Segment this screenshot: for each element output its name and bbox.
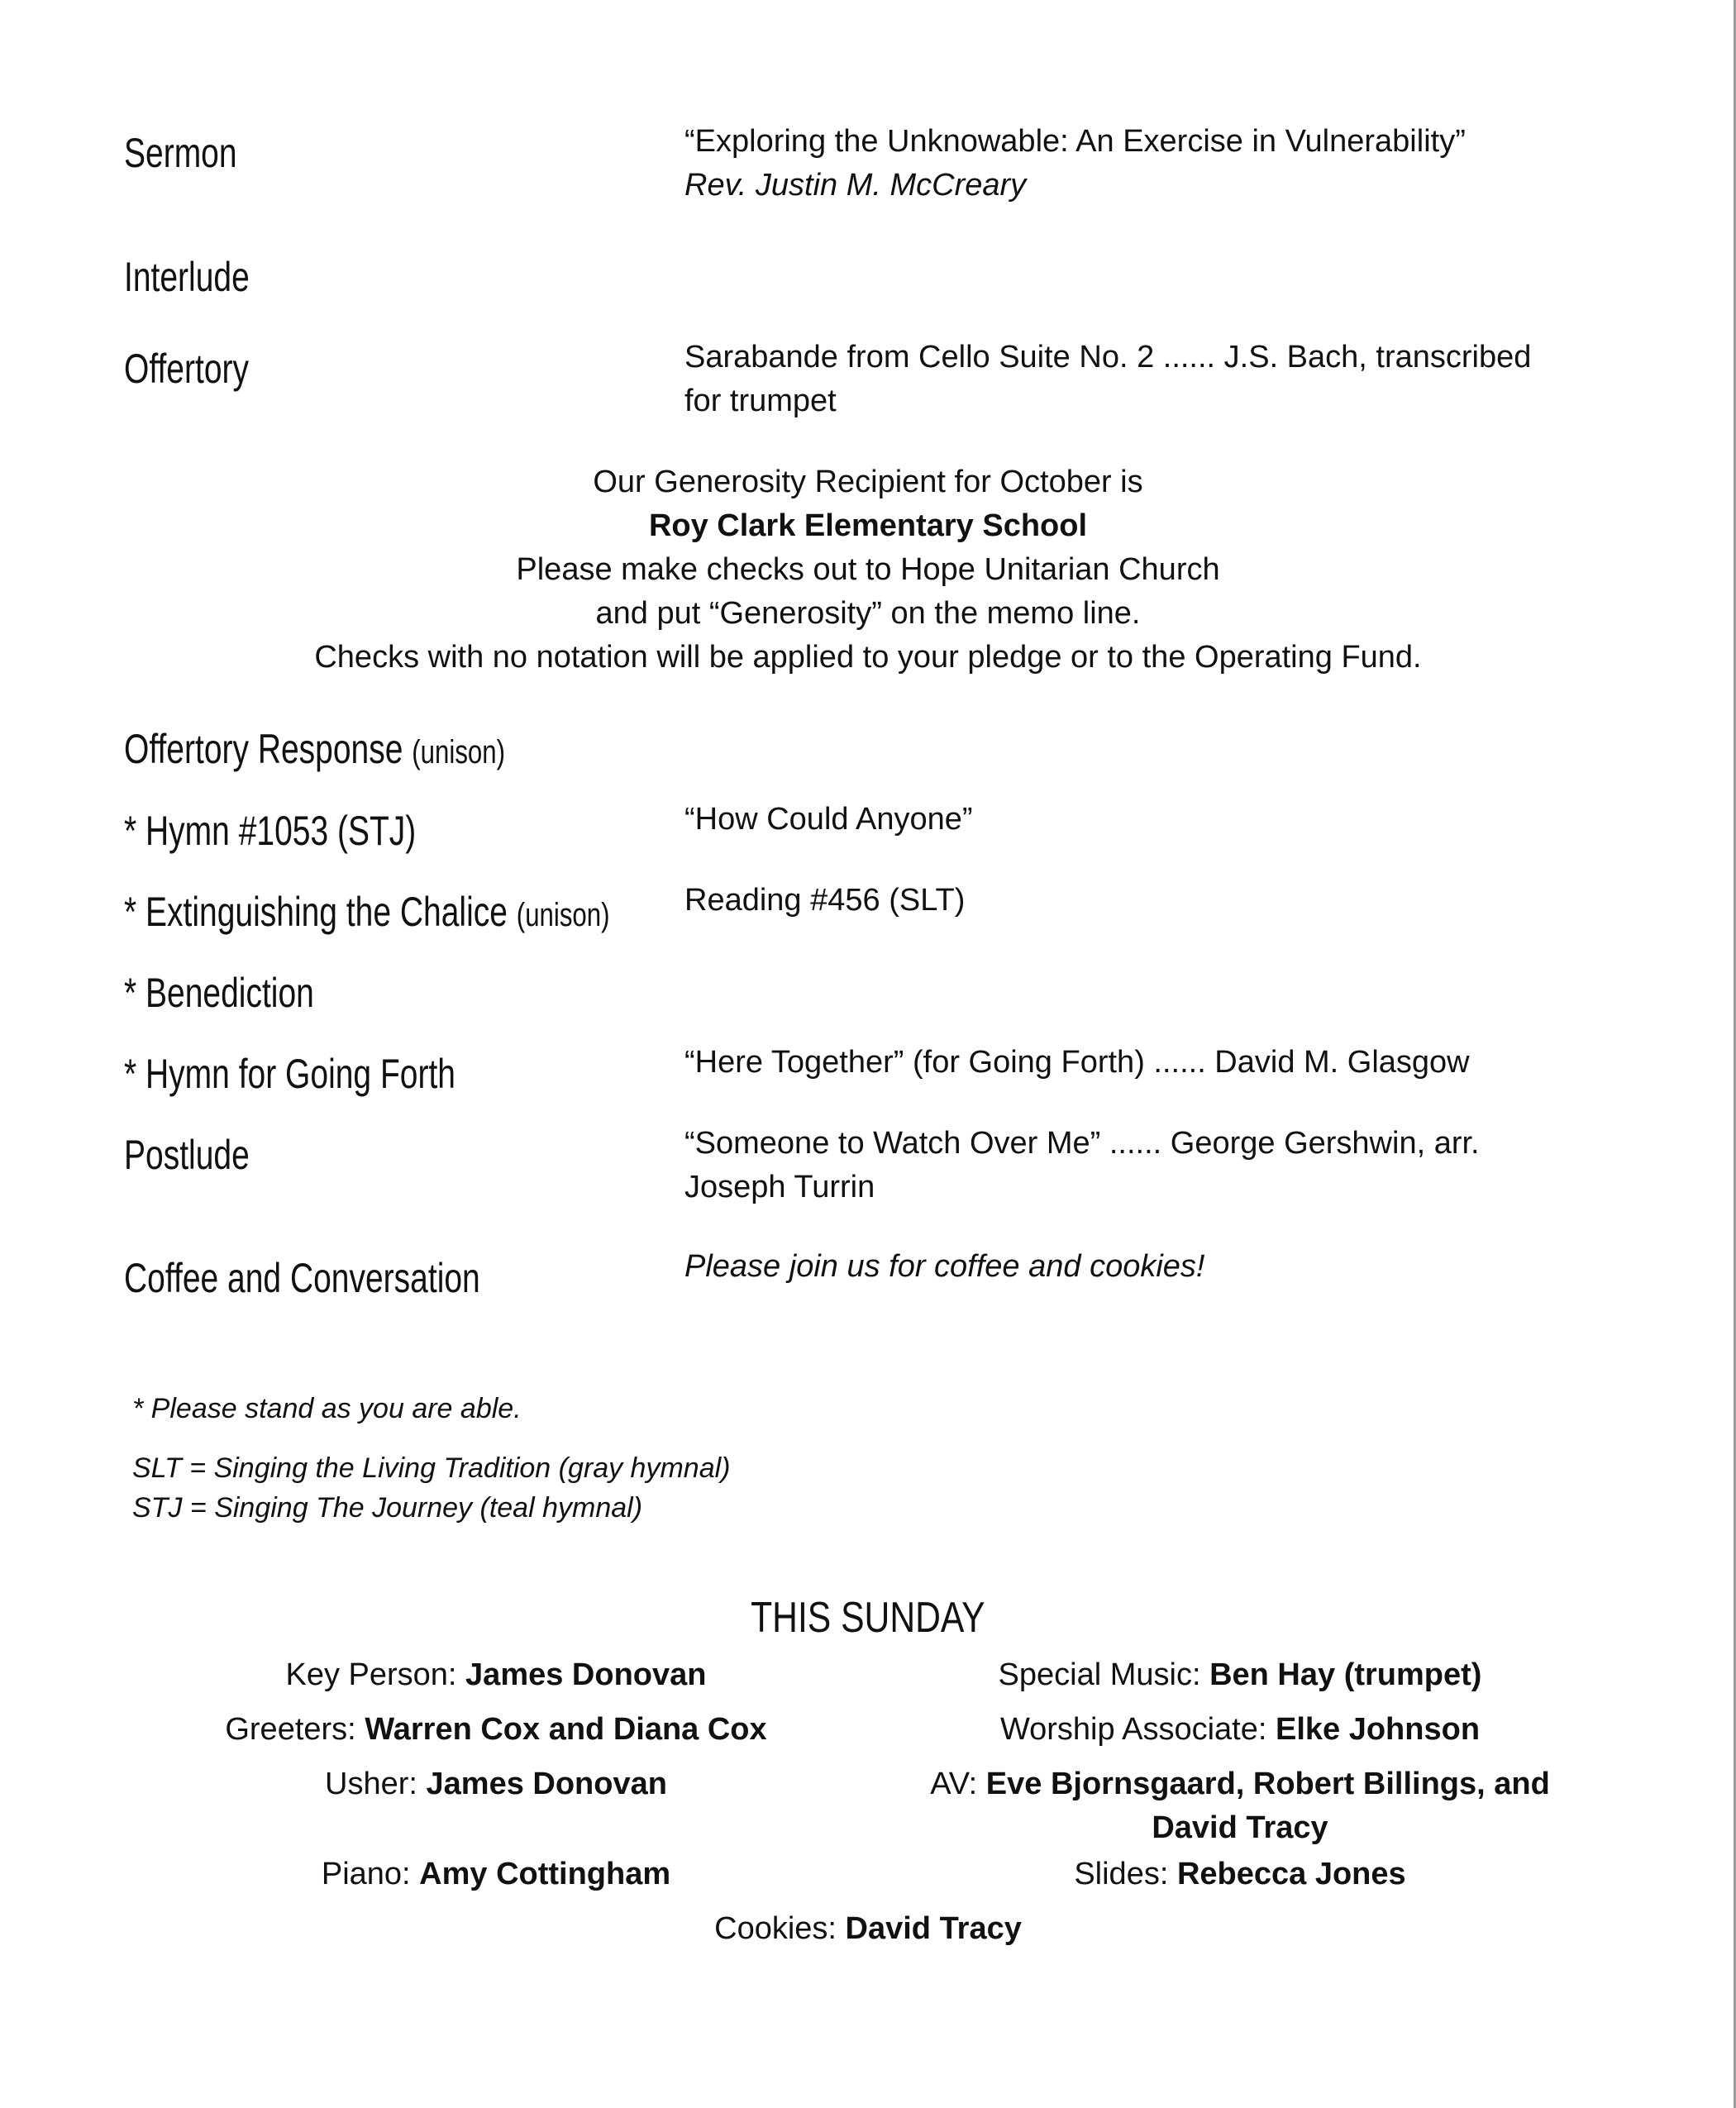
special-music-label: Special Music: <box>998 1657 1201 1692</box>
offertory-piece: Sarabande from Cello Suite No. 2 ...... J.S. Bach, transcribed <box>684 340 1532 374</box>
going-forth-title: “Here Together” (for Going Forth) ...... David M. Glasgow <box>684 1045 1470 1080</box>
this-sunday-title <box>0 1591 1736 1644</box>
postlude-label: Postlude <box>124 1132 250 1178</box>
generosity-recipient: Roy Clark Elementary School <box>648 508 1088 543</box>
going-forth-label: * Hymn for Going Forth <box>124 1051 455 1097</box>
av-label: AV: <box>930 1767 978 1801</box>
av-credit <box>901 1762 1579 1850</box>
slt-note: SLT = Singing the Living Tradition (gray hymnal) <box>132 1452 731 1484</box>
cookies-value: David Tracy <box>845 1911 1022 1946</box>
extinguishing-label <box>124 887 610 940</box>
hymn-1053-details <box>684 798 1635 842</box>
sermon-speaker: Rev. Justin M. McCreary <box>684 168 1027 203</box>
slides-label: Slides: <box>1074 1857 1169 1891</box>
cookies-label: Cookies: <box>714 1911 837 1946</box>
offertory-label: Offertory <box>124 346 250 392</box>
generosity-block <box>0 460 1736 680</box>
hymn-1053-label: * Hymn #1053 (STJ) <box>124 808 417 854</box>
worship-associate-value: Elke Johnson <box>1275 1712 1481 1747</box>
usher-value: James Donovan <box>426 1767 667 1801</box>
offertory-response-text: Offertory Response <box>124 726 403 772</box>
this-sunday-title-text: THIS SUNDAY <box>751 1594 985 1642</box>
postlude-piece-cont: Joseph Turrin <box>684 1170 875 1204</box>
coffee-label: Coffee and Conversation <box>124 1255 480 1301</box>
coffee-note: Please join us for coffee and cookies! <box>684 1249 1205 1284</box>
stand-note: * Please stand as you are able. <box>132 1393 522 1424</box>
usher-label: Usher: <box>325 1767 417 1801</box>
special-music-value: Ben Hay (trumpet) <box>1209 1657 1482 1692</box>
usher-credit <box>124 1762 868 1806</box>
generosity-line-3: Please make checks out to Hope Unitarian Church <box>516 552 1220 587</box>
offertory-details <box>684 336 1635 423</box>
benediction-label: * Benediction <box>124 970 314 1016</box>
extinguishing-reading: Reading #456 (SLT) <box>684 883 966 918</box>
slides-credit <box>868 1853 1612 1896</box>
key-person-value: James Donovan <box>465 1657 707 1692</box>
generosity-line-1: Our Generosity Recipient for October is <box>593 465 1143 499</box>
extinguishing-text: * Extinguishing the Chalice <box>124 889 508 935</box>
sermon-details <box>684 120 1635 207</box>
postlude-piece: “Someone to Watch Over Me” ...... George Gershwin, arr. <box>684 1126 1480 1161</box>
hymn-1053-title: “How Could Anyone” <box>684 802 973 837</box>
slides-value: Rebecca Jones <box>1176 1857 1406 1891</box>
coffee-details <box>684 1245 1635 1289</box>
generosity-line-5: Checks with no notation will be applied to your pledge or to the Operating Fund. <box>314 640 1422 675</box>
worship-associate-label: Worship Associate: <box>999 1712 1267 1747</box>
going-forth-details <box>684 1041 1635 1085</box>
extinguishing-note: (unison) <box>516 897 610 933</box>
key-person-credit <box>124 1653 868 1697</box>
worship-associate-credit <box>868 1708 1612 1752</box>
piano-value: Amy Cottingham <box>419 1857 671 1891</box>
offertory-piece-cont: for trumpet <box>684 384 837 418</box>
sermon-label: Sermon <box>124 130 237 176</box>
offertory-response-label <box>124 724 505 777</box>
offertory-response-note: (unison) <box>412 734 506 770</box>
extinguishing-details <box>684 879 1635 923</box>
piano-credit <box>124 1853 868 1896</box>
stj-note: STJ = Singing The Journey (teal hymnal) <box>132 1492 643 1524</box>
greeters-label: Greeters: <box>225 1712 356 1747</box>
special-music-credit <box>868 1653 1612 1697</box>
greeters-credit <box>124 1708 868 1752</box>
generosity-line-4: and put “Generosity” on the memo line. <box>595 596 1141 631</box>
av-value: Eve Bjornsgaard, Robert Billings, and David Tracy <box>985 1767 1550 1845</box>
sermon-title: “Exploring the Unknowable: An Exercise in Vulnerability” <box>684 124 1466 159</box>
postlude-details <box>684 1122 1635 1209</box>
interlude-label: Interlude <box>124 254 250 300</box>
greeters-value: Warren Cox and Diana Cox <box>365 1712 767 1747</box>
piano-label: Piano: <box>321 1857 411 1891</box>
key-person-label: Key Person: <box>285 1657 457 1692</box>
cookies-credit <box>0 1907 1736 1951</box>
